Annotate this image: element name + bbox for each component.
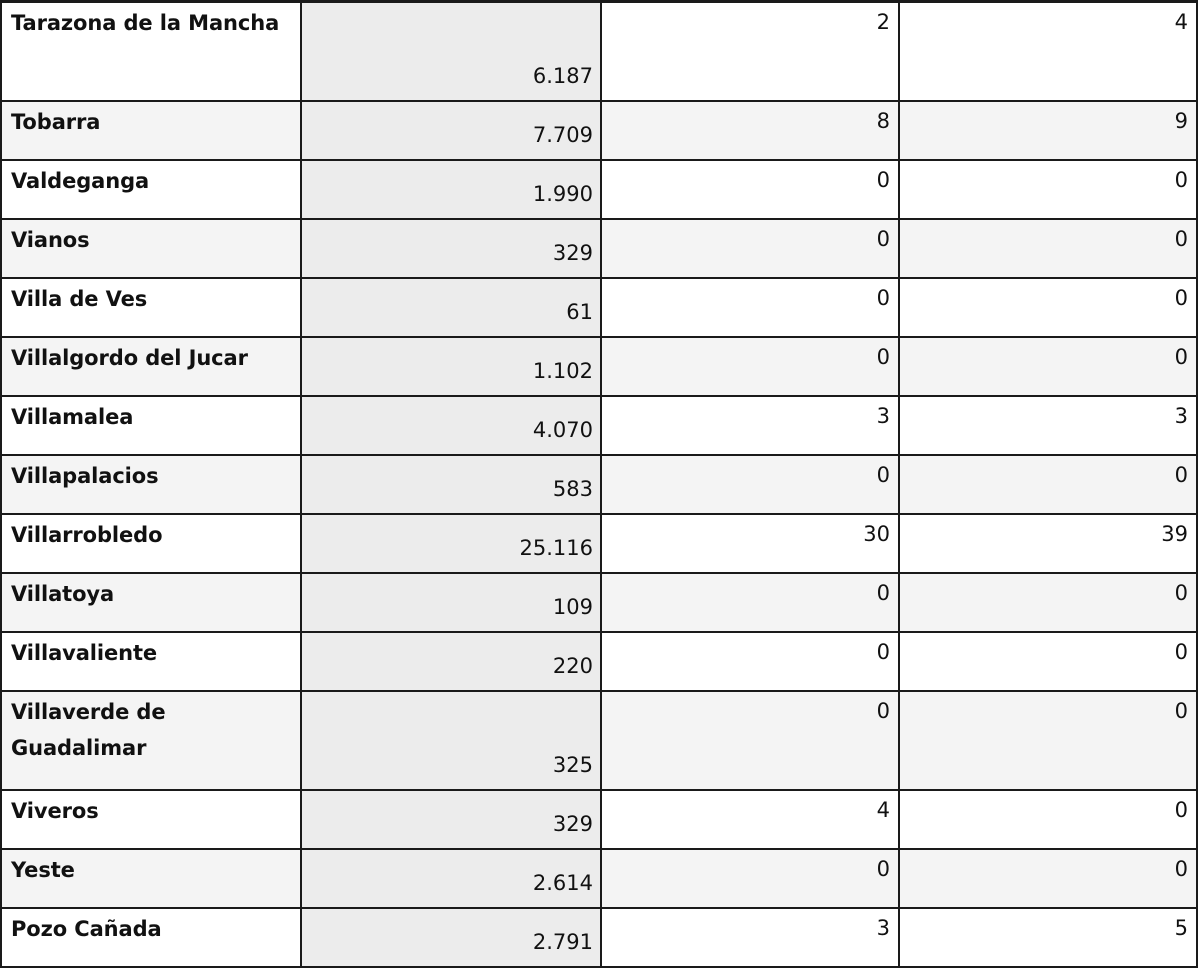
table-body: [1, 2, 1197, 967]
municipality-name-cell: Villa de Ves: [1, 278, 301, 337]
value-b-cell: 0: [899, 337, 1197, 396]
population-cell: 329: [301, 219, 601, 278]
municipality-name-cell: Villaverde de Guadalimar: [1, 691, 301, 790]
value-a-cell: 0: [601, 455, 899, 514]
value-a-cell: 0: [601, 632, 899, 691]
population-cell: 4.070: [301, 396, 601, 455]
population-cell: 220: [301, 632, 601, 691]
value-b-cell: 0: [899, 849, 1197, 908]
municipality-name-cell: Villapalacios: [1, 455, 301, 514]
value-a-cell: 8: [601, 101, 899, 160]
value-a-cell: 30: [601, 514, 899, 573]
value-b-cell: 0: [899, 219, 1197, 278]
population-cell: 2.614: [301, 849, 601, 908]
municipality-name-cell: Viveros: [1, 790, 301, 849]
municipality-name-cell: Pozo Cañada: [1, 908, 301, 967]
value-a-cell: 0: [601, 849, 899, 908]
value-a-cell: 0: [601, 573, 899, 632]
municipality-name-cell: Villamalea: [1, 396, 301, 455]
table-row: [1, 160, 1197, 219]
value-a-cell: 0: [601, 337, 899, 396]
value-a-cell: 4: [601, 790, 899, 849]
municipality-name-cell: Tobarra: [1, 101, 301, 160]
value-b-cell: 4: [899, 2, 1197, 101]
value-b-cell: 0: [899, 573, 1197, 632]
municipality-name-cell: Valdeganga: [1, 160, 301, 219]
table-row: [1, 337, 1197, 396]
municipality-name-cell: Vianos: [1, 219, 301, 278]
value-b-cell: 39: [899, 514, 1197, 573]
value-b-cell: 0: [899, 691, 1197, 790]
value-a-cell: 3: [601, 396, 899, 455]
value-b-cell: 5: [899, 908, 1197, 967]
population-cell: 329: [301, 790, 601, 849]
population-cell: 1.102: [301, 337, 601, 396]
value-b-cell: 0: [899, 790, 1197, 849]
value-b-cell: 0: [899, 632, 1197, 691]
value-b-cell: 0: [899, 278, 1197, 337]
value-a-cell: 3: [601, 908, 899, 967]
municipality-name-cell: Villarrobledo: [1, 514, 301, 573]
table-row: [1, 278, 1197, 337]
value-a-cell: 0: [601, 219, 899, 278]
value-a-cell: 0: [601, 278, 899, 337]
table-row: [1, 632, 1197, 691]
value-b-cell: 0: [899, 160, 1197, 219]
municipality-name-cell: Yeste: [1, 849, 301, 908]
population-cell: 109: [301, 573, 601, 632]
population-cell: 61: [301, 278, 601, 337]
table-row: [1, 101, 1197, 160]
table-row: [1, 219, 1197, 278]
value-a-cell: 2: [601, 2, 899, 101]
population-cell: 583: [301, 455, 601, 514]
municipality-name-cell: Villavaliente: [1, 632, 301, 691]
population-cell: 25.116: [301, 514, 601, 573]
table-row: [1, 514, 1197, 573]
table-row: [1, 573, 1197, 632]
population-cell: 6.187: [301, 2, 601, 101]
municipality-name-cell: Villalgordo del Jucar: [1, 337, 301, 396]
value-b-cell: 0: [899, 455, 1197, 514]
table-row: [1, 790, 1197, 849]
table-row: [1, 691, 1197, 790]
table-row: [1, 2, 1197, 101]
value-a-cell: 0: [601, 160, 899, 219]
municipality-name-cell: Villatoya: [1, 573, 301, 632]
value-b-cell: 3: [899, 396, 1197, 455]
population-cell: 1.990: [301, 160, 601, 219]
value-a-cell: 0: [601, 691, 899, 790]
value-b-cell: 9: [899, 101, 1197, 160]
table-row: [1, 849, 1197, 908]
table-row: [1, 396, 1197, 455]
population-cell: 7.709: [301, 101, 601, 160]
table-row: [1, 455, 1197, 514]
population-cell: 2.791: [301, 908, 601, 967]
municipality-name-cell: Tarazona de la Mancha: [1, 2, 301, 101]
table-row: [1, 908, 1197, 967]
population-cell: 325: [301, 691, 601, 790]
